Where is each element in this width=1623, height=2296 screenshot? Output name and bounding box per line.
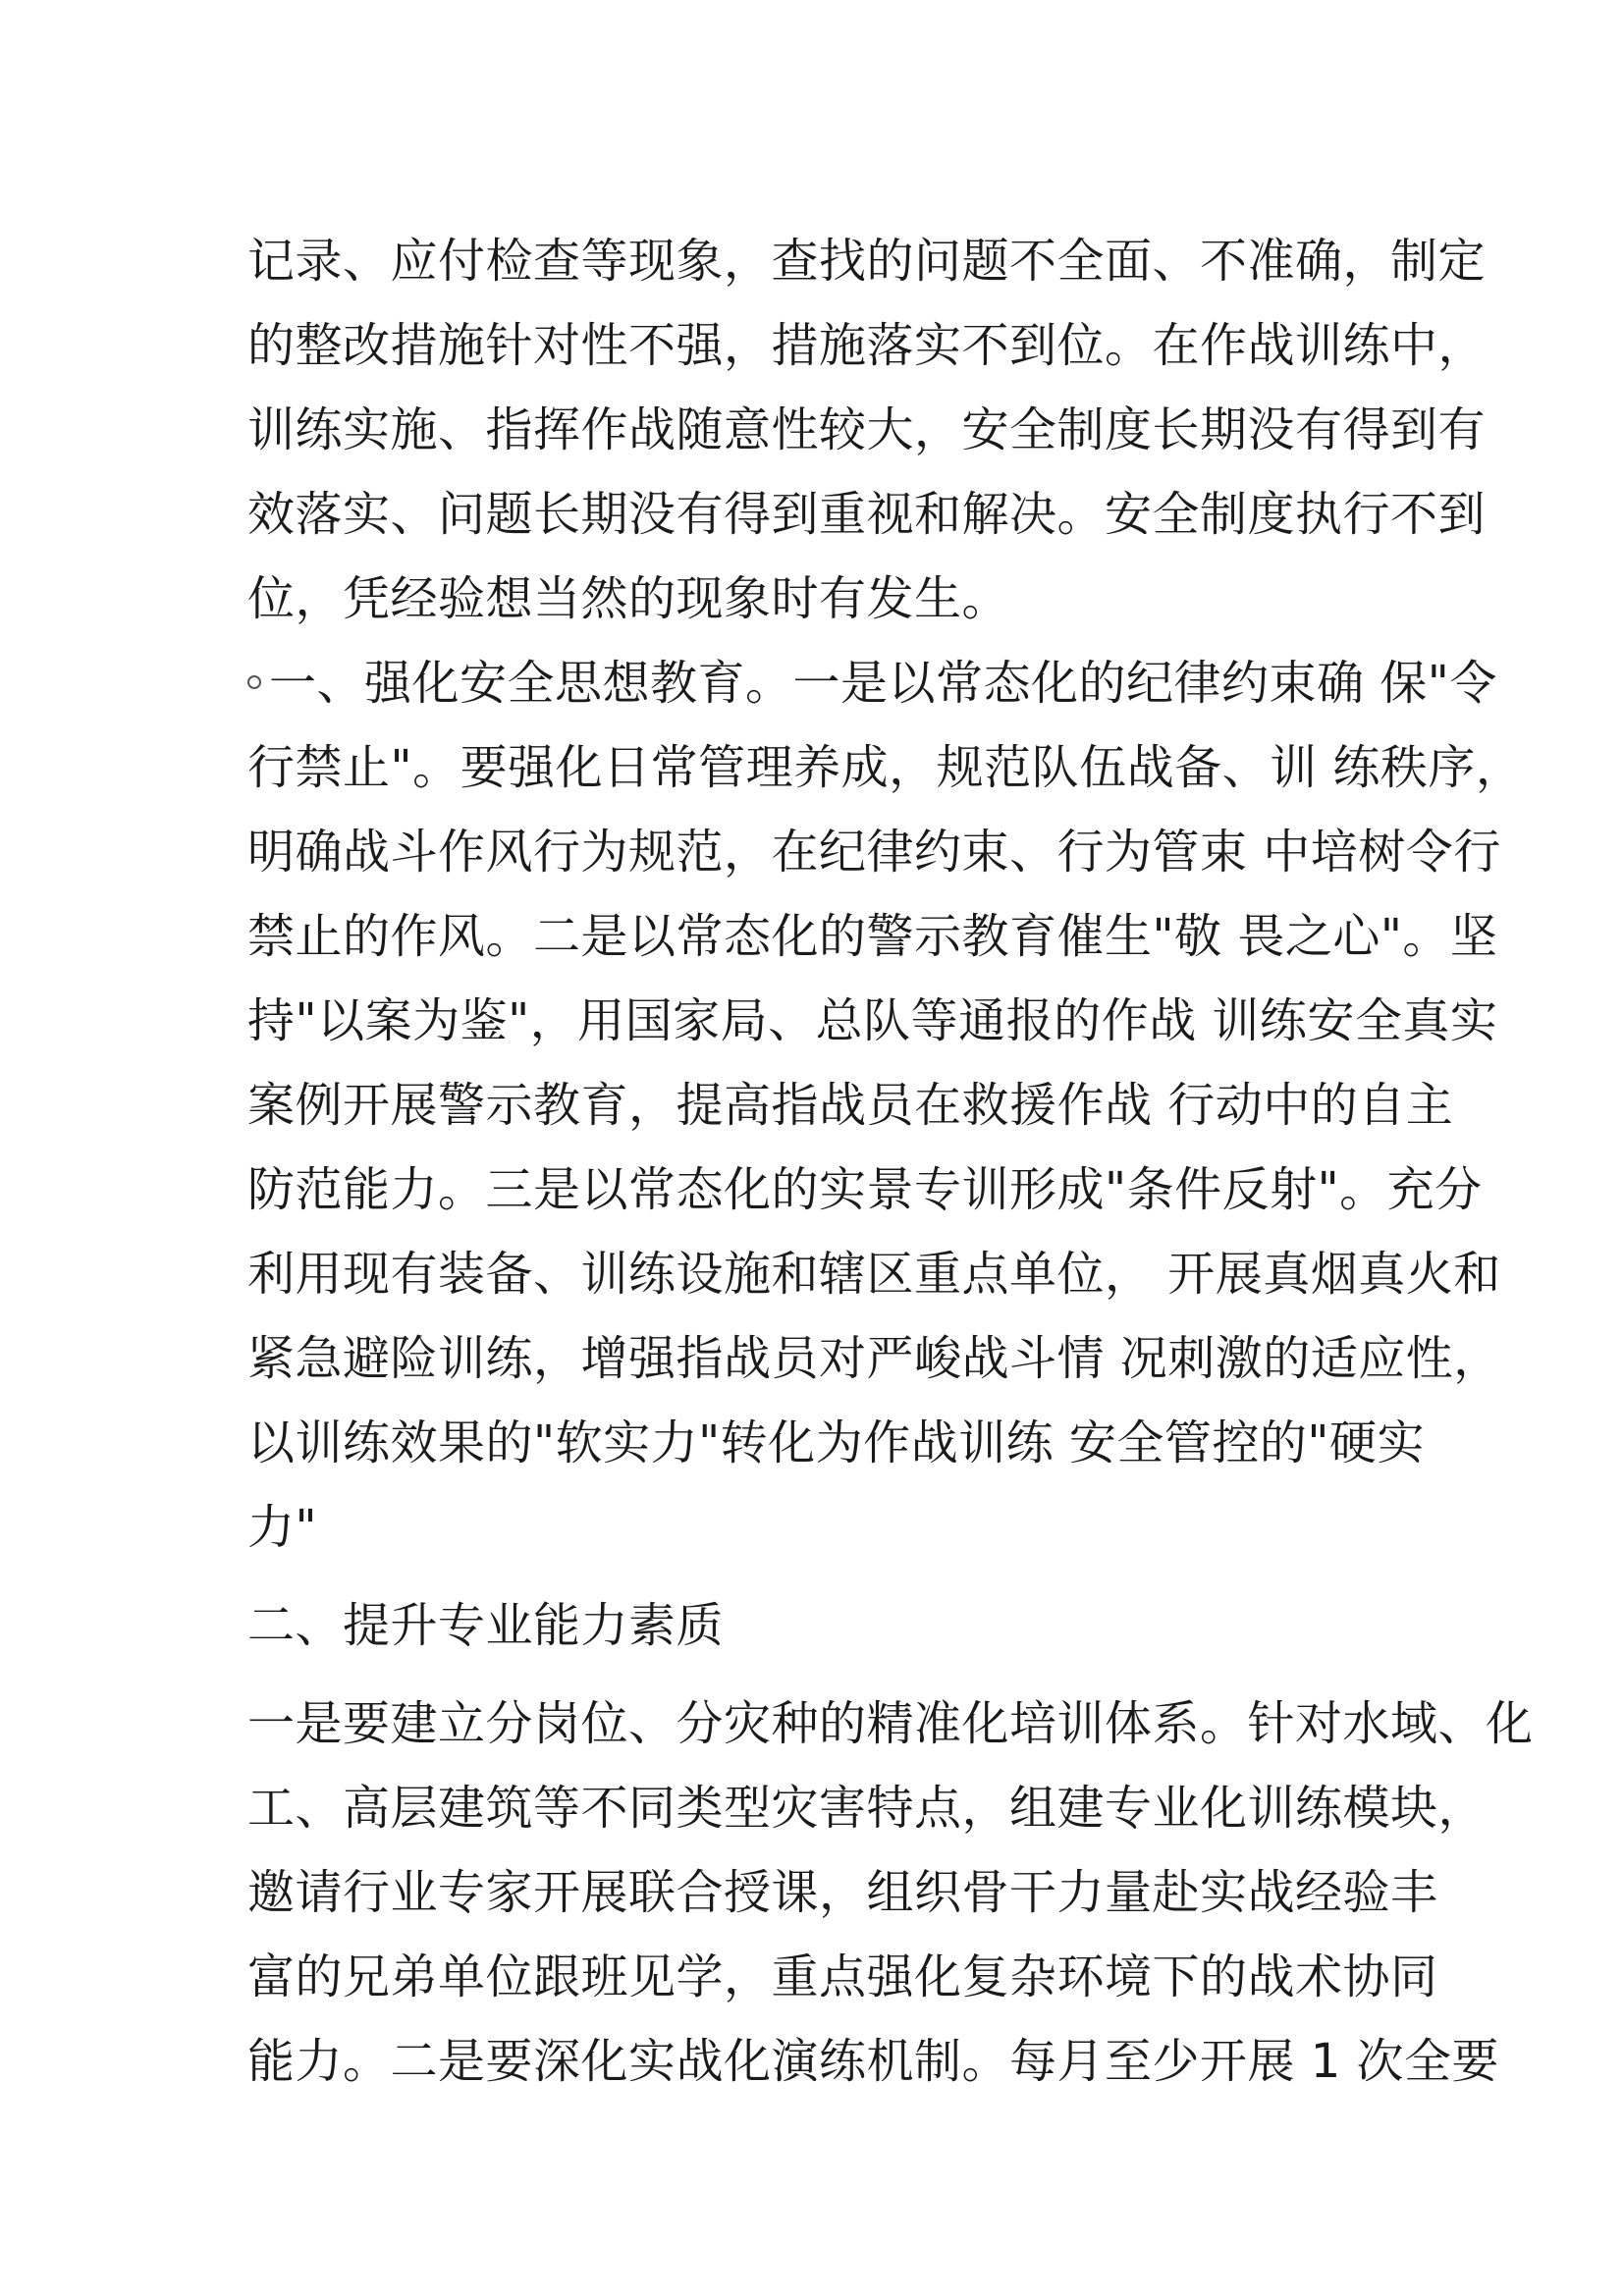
paragraph-line: 明确战斗作风行为规范，在纪律约束、行为管束 中培树令行	[247, 825, 1501, 880]
paragraph-line: 一是要建立分岗位、分灾种的精准化培训体系。针对水域、化	[247, 1696, 1534, 1751]
paragraph-line: 案例开展警示教育，提高指战员在救援作战 行动中的自主	[247, 1078, 1454, 1133]
paragraph-line: 训练实施、指挥作战随意性较大，安全制度长期没有得到有	[247, 402, 1487, 457]
section-heading: 二、提升专业能力素质	[247, 1598, 725, 1653]
paragraph-line: 富的兄弟单位跟班见学，重点强化复杂环境下的战术协同	[247, 1949, 1438, 2004]
paragraph-line: 效落实、问题长期没有得到重视和解决。安全制度执行不到	[247, 487, 1487, 542]
paragraph-line: 邀请行业专家开展联合授课，组织骨干力量赴实战经验丰	[247, 1865, 1438, 1920]
paragraph-line: 持"以案为鉴"，用国家局、总队等通报的作战 训练安全真实	[247, 993, 1498, 1048]
paragraph-line: 工、高层建筑等不同类型灾害特点，组建专业化训练模块，	[247, 1781, 1487, 1836]
paragraph-line: 位，凭经验想当然的现象时有发生。	[247, 571, 1010, 626]
section-heading-line	[247, 654, 1497, 713]
paragraph-line: 以训练效果的"软实力"转化为作战训练 安全管控的"硬实	[247, 1415, 1425, 1470]
paragraph-line: 利用现有装备、训练设施和辖区重点单位， 开展真烟真火和	[247, 1247, 1501, 1302]
paragraph-mark-icon	[247, 675, 261, 689]
paragraph-line: 禁止的作风。二是以常态化的警示教育催生"敬 畏之心"。坚	[247, 909, 1498, 964]
section-heading-text: 一、强化安全思想教育。一是以常态化的纪律约束确 保"令	[269, 656, 1497, 711]
paragraph-line: 的整改措施针对性不强，措施落实不到位。在作战训练中，	[247, 318, 1487, 373]
paragraph-line: 能力。二是要深化实战化演练机制。每月至少开展 1 次全要	[247, 2034, 1500, 2089]
paragraph-line: 力"	[247, 1500, 318, 1555]
paragraph-line: 防范能力。三是以常态化的实景专训形成"条件反射"。充分	[247, 1162, 1483, 1217]
paragraph-line: 行禁止"。要强化日常管理养成，规范队伍战备、训 练秩序，	[247, 740, 1524, 795]
paragraph-line: 记录、应付检查等现象，查找的问题不全面、不准确，制定	[247, 234, 1487, 289]
paragraph-line: 紧急避险训练，增强指战员对严峻战斗情 况刺激的适应性，	[247, 1331, 1501, 1386]
